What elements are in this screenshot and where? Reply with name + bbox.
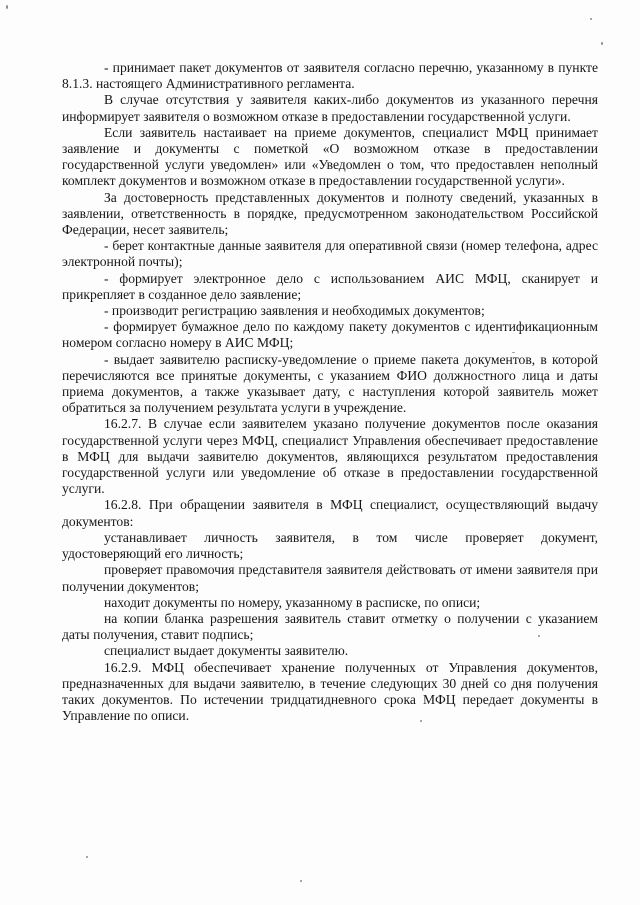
paragraph-16-2-7: 16.2.7. В случае если заявителем указано получение документов после оказания государственной услуги через МФЦ, специалист Управления обеспечивает предоставление в МФЦ для выдачи заявителю документов, являющихся результатом предоставления государственной услуги или уведомление об отказе в предоставлении государственной услуги. bbox=[62, 416, 598, 497]
paragraph-registration: - производит регистрацию заявления и необходимых документов; bbox=[104, 303, 485, 319]
scan-speck bbox=[86, 856, 88, 858]
paragraph-16-2-8: 16.2.8. При обращении заявителя в МФЦ специалист, осуществляющий выдачу документов: bbox=[62, 497, 598, 529]
paragraph-contact-data: - берет контактные данные заявителя для оперативной связи (номер телефона, адрес электронной почты); bbox=[62, 238, 598, 270]
paragraph-find-documents: находит документы по номеру, указанному в расписке, по описи; bbox=[104, 594, 481, 610]
paragraph-applicant-insists: Если заявитель настаивает на приеме документов, специалист МФЦ принимает заявление и документы с пометкой «О возможном отказе в предоставлении государственной услуги уведомлен» или «Уведомлен о том, что предоставлен неполный комплект документов и возможном отказе в предоставлении государственной услуги». bbox=[62, 124, 598, 189]
paragraph-electronic-case: - формирует электронное дело с использованием АИС МФЦ, сканирует и прикрепляет в созданное дело заявление; bbox=[62, 270, 598, 302]
scan-speck bbox=[590, 18, 592, 20]
paragraph-issue-documents: специалист выдает документы заявителю. bbox=[104, 643, 349, 659]
paragraph-receipt-notice: - выдает заявителю расписку-уведомление о приеме пакета документов, в которой перечисляются все принятые документы, с указанием ФИО должностного лица и даты приема документов, а также указывает дату, с наступления которой заявитель может обратиться за получением результата услуги в учреждение. bbox=[62, 351, 598, 416]
scan-speck bbox=[300, 880, 302, 882]
scan-speck bbox=[601, 42, 603, 45]
paragraph-16-2-9: 16.2.9. МФЦ обеспечивает хранение полученных от Управления документов, предназначенных для выдачи заявителю, в течение следующих 30 дней со дня получения таких документов. По истечении тридцатидневного срока МФЦ передает документы в Управление по описи. bbox=[62, 659, 598, 724]
paragraph-signature-mark: на копии бланка разрешения заявитель ставит отметку о получении с указанием даты получения, ставит подпись; bbox=[62, 610, 598, 643]
paragraph-missing-documents: В случае отсутствия у заявителя каких-либо документов из указанного перечня информирует заявителя о возможном отказе в предоставлении государственной услуги. bbox=[62, 92, 598, 124]
paragraph-representative-check: проверяет правомочия представителя заявителя действовать от имени заявителя при получении документов; bbox=[62, 562, 598, 594]
paragraph-responsibility: За достоверность представленных документов и полноту сведений, указанных в заявлении, ответственность в порядке, предусмотренном законодательством Российской Федерации, несет заявитель; bbox=[62, 189, 598, 238]
scan-speck bbox=[6, 5, 8, 9]
paragraph-identity-check: устанавливает личность заявителя, в том числе проверяет документ, удостоверяющий его личность; bbox=[62, 529, 598, 562]
paragraph-accepts-package: - принимает пакет документов от заявителя согласно перечню, указанному в пункте 8.1.3. настоящего Административного регламента. bbox=[62, 60, 598, 92]
paragraph-paper-case: - формирует бумажное дело по каждому пакету документов с идентификационным номером согласно номеру в АИС МФЦ; bbox=[62, 319, 598, 351]
document-body bbox=[62, 60, 598, 724]
